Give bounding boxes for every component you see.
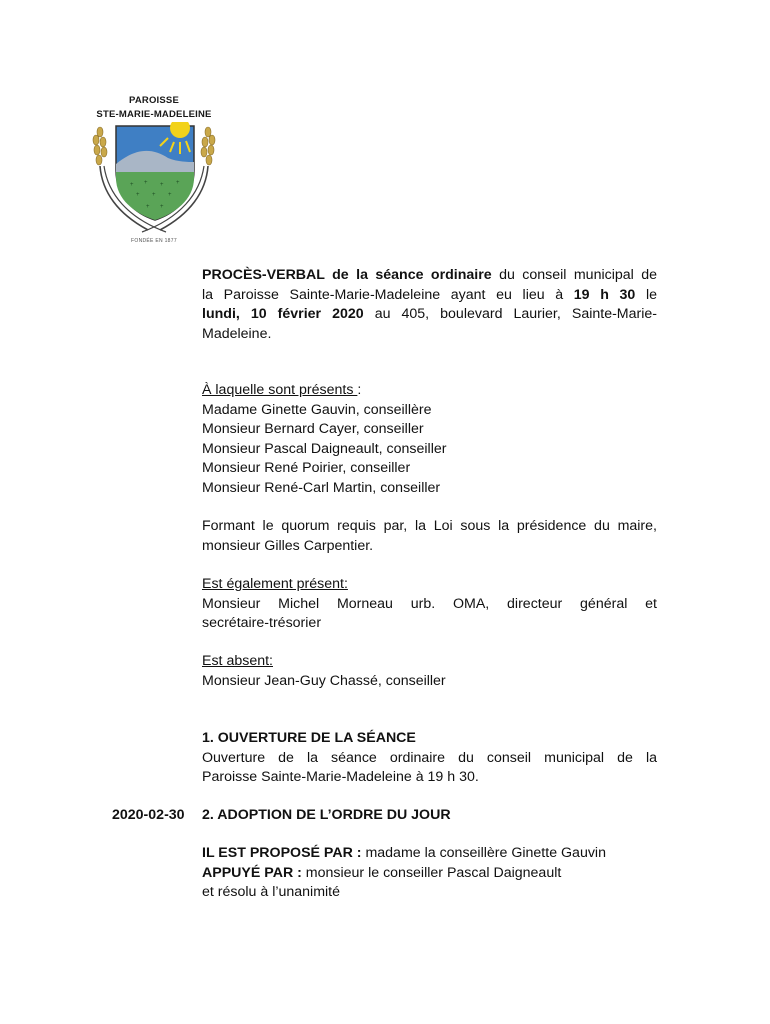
quorum-line-1: Formant le quorum requis par, la Loi sous la présidence du maire, <box>202 518 657 534</box>
svg-text:+: + <box>136 192 140 198</box>
member-item: Monsieur Pascal Daigneault, conseiller <box>202 440 447 457</box>
section-1-title: 1. OUVERTURE DE LA SÉANCE <box>202 730 416 746</box>
absent-section <box>202 652 657 691</box>
logo-founded: FONDÉE EN 1877 <box>131 238 177 244</box>
section-2-title: 2. ADOPTION DE L’ORDRE DU JOUR <box>202 807 451 823</box>
also-present-line-1: Monsieur Michel Morneau urb. OMA, directeur général et <box>202 595 657 612</box>
svg-text:+: + <box>176 180 180 186</box>
quorum-paragraph <box>202 517 657 556</box>
presents-heading: À laquelle sont présents : <box>202 382 362 398</box>
svg-text:+: + <box>160 204 164 210</box>
logo-line-1: PAROISSE <box>129 95 179 106</box>
member-item: Madame Ginette Gauvin, conseillère <box>202 401 432 418</box>
also-present-section <box>202 575 657 634</box>
absent-heading: Est absent: <box>202 653 273 669</box>
section-1-line-2: Paroisse Sainte-Marie-Madeleine à 19 h 30. <box>202 769 479 785</box>
intro-paragraph <box>202 266 657 344</box>
proposed-line: IL EST PROPOSÉ PAR : madame la conseillère Ginette Gauvin <box>202 845 606 861</box>
resolved-line: et résolu à l’unanimité <box>202 884 341 900</box>
member-item: Monsieur René-Carl Martin, conseiller <box>202 479 441 496</box>
intro-line-4: Madeleine. <box>202 325 272 342</box>
section-1-line-1: Ouverture de la séance ordinaire du conseil municipal de la <box>202 749 657 766</box>
seconded-line: APPUYÉ PAR : monsieur le conseiller Pascal Daigneault <box>202 864 562 881</box>
svg-text:+: + <box>168 192 172 198</box>
svg-text:+: + <box>160 182 164 188</box>
intro-line-3: lundi, 10 février 2020 au 405, boulevard Laurier, Sainte-Marie- <box>202 306 658 322</box>
intro-line-1: PROCÈS-VERBAL de la séance ordinaire du conseil municipal de <box>202 267 657 283</box>
coat-of-arms-icon <box>88 122 220 238</box>
svg-text:+: + <box>130 182 134 188</box>
also-present-heading: Est également présent: <box>202 576 348 592</box>
section-2-body <box>202 844 657 903</box>
intro-line-2: la Paroisse Sainte-Marie-Madeleine ayant eu lieu à 19 h 30 le <box>202 286 657 303</box>
also-present-line-2: secrétaire-trésorier <box>202 615 322 631</box>
parish-logo <box>88 92 220 264</box>
svg-text:+: + <box>144 180 148 186</box>
resolution-number: 2020-02-30 <box>112 807 185 823</box>
svg-text:+: + <box>152 192 156 198</box>
section-2 <box>202 806 657 826</box>
absent-line-1: Monsieur Jean-Guy Chassé, conseiller <box>202 672 446 689</box>
member-item: Monsieur Bernard Cayer, conseiller <box>202 421 424 437</box>
presents-section <box>202 381 657 498</box>
svg-text:+: + <box>146 204 150 210</box>
logo-line-2: STE-MARIE-MADELEINE <box>96 109 212 120</box>
member-item: Monsieur René Poirier, conseiller <box>202 460 411 476</box>
section-1 <box>202 729 657 788</box>
quorum-line-2: monsieur Gilles Carpentier. <box>202 537 374 554</box>
